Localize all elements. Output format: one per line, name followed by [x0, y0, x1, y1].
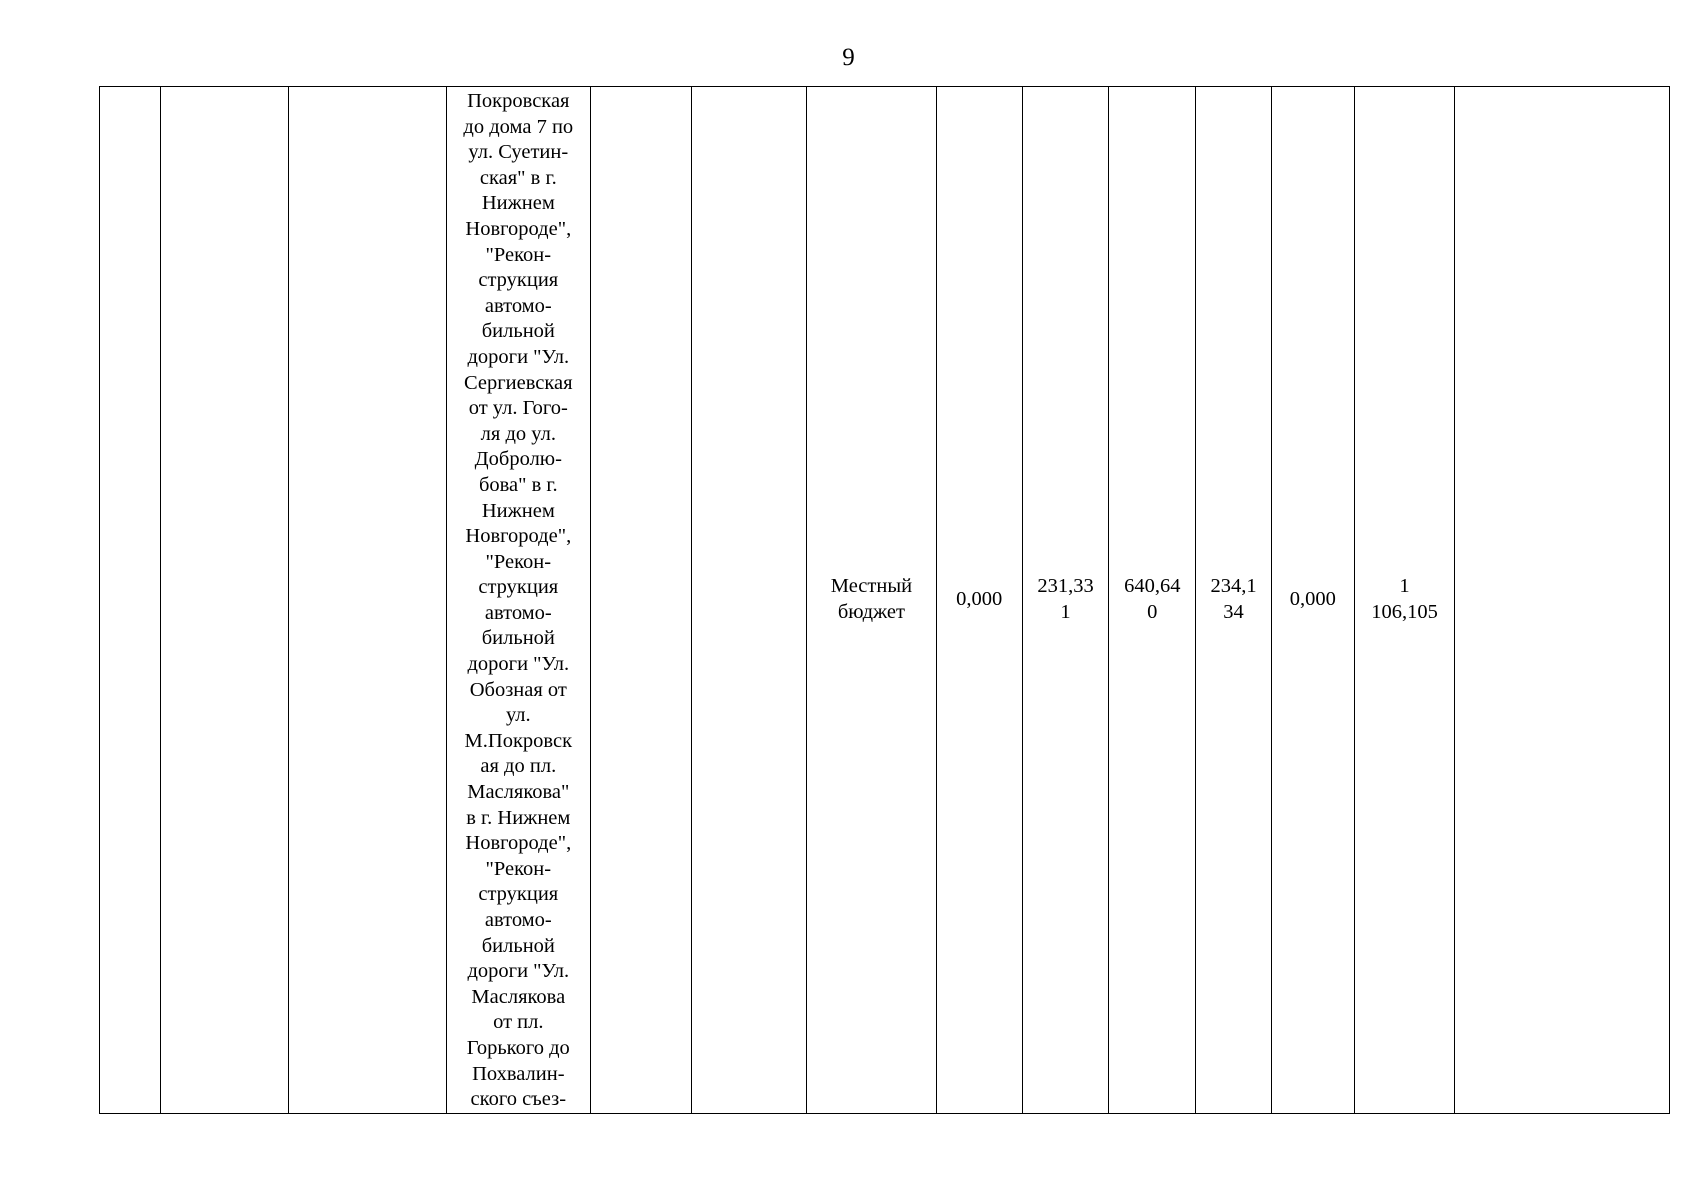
cell-object-description: Покровская до дома 7 по ул. Суетин- ская" в г. Нижнем Новгороде", "Рекон- струкция автомо- бильной дороги "Ул. Сергиевская от ул. Гого- ля до ул. Добролю- бова" в г. Нижнем Новгороде", "Рекон- струкция автомо- бильной дороги "Ул. Обозная от ул. М.Покровск ая до пл. Маслякова" в г. Нижнем Новгороде", "Рекон- струкция автомо- бильной дороги "Ул. Маслякова от пл. Горького до Похвалин- ского съез-: [447, 87, 590, 1114]
cell-total: 1 106,105: [1354, 87, 1454, 1114]
cell-col6: [691, 87, 806, 1114]
cell-col5: [590, 87, 691, 1114]
cell-value-5: 0,000: [1271, 87, 1354, 1114]
cell-col1: [100, 87, 161, 1114]
table-row: [100, 87, 1670, 1114]
cell-funding-source: Местный бюджет: [807, 87, 936, 1114]
cell-value-4: 234,1 34: [1196, 87, 1271, 1114]
budget-table: [99, 86, 1670, 1114]
cell-value-2: 231,33 1: [1022, 87, 1108, 1114]
cell-value-1: 0,000: [936, 87, 1022, 1114]
cell-col14: [1455, 87, 1670, 1114]
cell-col3: [288, 87, 447, 1114]
cell-value-3: 640,64 0: [1109, 87, 1196, 1114]
cell-col2: [161, 87, 288, 1114]
page-number: 9: [842, 44, 855, 71]
